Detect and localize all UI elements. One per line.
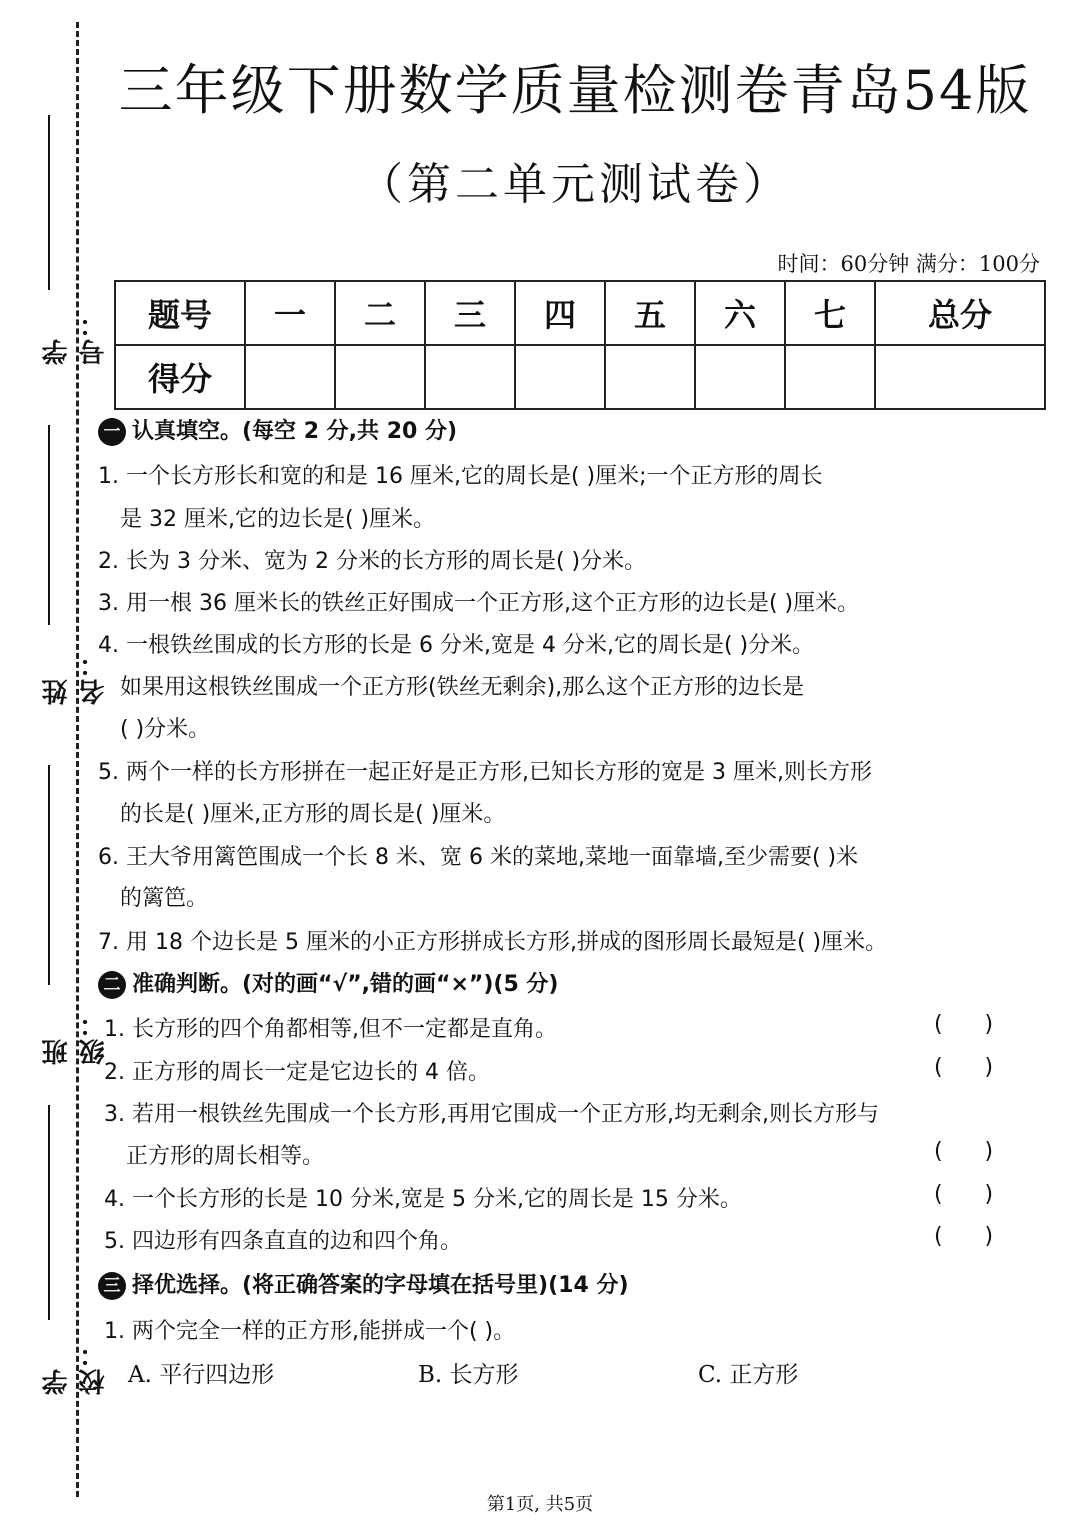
school-field[interactable] <box>20 1105 109 1395</box>
question-line: 3. 用一根 36 厘米长的铁丝正好围成一个正方形,这个正方形的边长是( )厘米。 <box>98 591 860 616</box>
question-line: 2. 长为 3 分米、宽为 2 分米的长方形的周长是( )分米。 <box>98 549 647 574</box>
school-label: 学校： <box>42 1339 109 1395</box>
question-line: 5. 两个一样的长方形拼在一起正好是正方形,已知长方形的宽是 3 厘米,则长方形 <box>98 760 872 785</box>
question-line: 7. 用 18 个边长是 5 厘米的小正方形拼成长方形,拼成的图形周长最短是( )厘米。 <box>98 930 888 955</box>
score-header-cell: 七 <box>785 281 875 345</box>
page-subtitle: （第二单元测试卷） <box>359 159 791 210</box>
choice-question: 1. 两个完全一样的正方形,能拼成一个( )。 <box>104 1319 516 1344</box>
section-3-heading <box>98 1268 629 1300</box>
section-3-title: 择优选择。(将正确答案的字母填在括号里)(14 分) <box>132 1273 629 1298</box>
judge-line: 2. 正方形的周长一定是它边长的 4 倍。 <box>104 1060 490 1085</box>
score-cell[interactable] <box>605 345 695 409</box>
score-header-cell: 题号 <box>115 281 245 345</box>
question-line: 6. 王大爷用篱笆围成一个长 8 米、宽 6 米的菜地,菜地一面靠墙,至少需要( )米 <box>98 845 859 870</box>
name-label: 姓名： <box>42 649 109 705</box>
page-title: 三年级下册数学质量检测卷青岛54版 <box>118 59 1032 122</box>
name-field[interactable] <box>20 425 109 705</box>
student-no-field[interactable] <box>20 115 109 365</box>
answer-parens[interactable]: ( ) <box>934 1055 994 1080</box>
student-no-label: 学号： <box>42 309 109 365</box>
score-cell[interactable] <box>515 345 605 409</box>
score-cell[interactable] <box>335 345 425 409</box>
section-3-badge: 三 <box>98 1272 126 1300</box>
score-cell[interactable] <box>785 345 875 409</box>
score-header-cell: 四 <box>515 281 605 345</box>
score-header-cell: 五 <box>605 281 695 345</box>
score-cell[interactable] <box>425 345 515 409</box>
judge-line: 正方形的周长相等。 <box>126 1144 325 1169</box>
score-header-cell: 一 <box>245 281 335 345</box>
judge-line: 4. 一个长方形的长是 10 分米,宽是 5 分米,它的周长是 15 分米。 <box>104 1187 742 1212</box>
time-score-info: 时间：60分钟 满分：100分 <box>777 252 1040 276</box>
section-1-badge: 一 <box>98 418 126 446</box>
score-header-cell: 三 <box>425 281 515 345</box>
question-line: 的篱笆。 <box>120 886 209 911</box>
score-table-header-row <box>115 281 1045 345</box>
question-line: 1. 一个长方形长和宽的和是 16 厘米,它的周长是( )厘米;一个正方形的周长 <box>98 464 823 489</box>
class-label: 班级： <box>42 1009 109 1065</box>
question-line: 的长是( )厘米,正方形的周长是( )厘米。 <box>120 802 506 827</box>
question-line: 4. 一根铁丝围成的长方形的长是 6 分米,宽是 4 分米,它的周长是( )分米。 <box>98 633 815 658</box>
score-table-score-row <box>115 345 1045 409</box>
class-field[interactable] <box>20 765 109 1065</box>
judge-line: 5. 四边形有四条直直的边和四个角。 <box>104 1229 462 1254</box>
score-header-cell: 二 <box>335 281 425 345</box>
question-line: 是 32 厘米,它的边长是( )厘米。 <box>120 507 436 532</box>
section-2-badge: 二 <box>98 971 126 999</box>
score-table <box>114 280 1046 410</box>
score-cell[interactable] <box>695 345 785 409</box>
section-2-heading <box>98 967 559 999</box>
answer-parens[interactable]: ( ) <box>934 1182 994 1207</box>
answer-parens[interactable]: ( ) <box>934 1224 994 1249</box>
score-header-cell: 六 <box>695 281 785 345</box>
section-2-title: 准确判断。(对的画“√”,错的画“×”)(5 分) <box>132 972 559 997</box>
student-no-blank[interactable] <box>48 115 50 290</box>
name-blank[interactable] <box>48 425 50 625</box>
section-1-heading <box>98 414 457 446</box>
question-line: ( )分米。 <box>120 717 211 742</box>
score-row-label: 得分 <box>115 345 245 409</box>
score-cell[interactable] <box>875 345 1045 409</box>
answer-parens[interactable]: ( ) <box>934 1012 994 1037</box>
section-1-title: 认真填空。(每空 2 分,共 20 分) <box>132 419 458 444</box>
judge-line: 3. 若用一根铁丝先围成一个长方形,再用它围成一个正方形,均无剩余,则长方形与 <box>104 1102 879 1127</box>
question-line: 如果用这根铁丝围成一个正方形(铁丝无剩余),那么这个正方形的边长是 <box>120 675 805 700</box>
answer-parens[interactable]: ( ) <box>934 1139 994 1164</box>
class-blank[interactable] <box>48 765 50 985</box>
choice-option-b[interactable]: B. 长方形 <box>418 1362 519 1388</box>
page-number: 第1页, 共5页 <box>486 1494 594 1515</box>
school-blank[interactable] <box>48 1105 50 1320</box>
judge-line: 1. 长方形的四个角都相等,但不一定都是直角。 <box>104 1017 557 1042</box>
choice-option-c[interactable]: C. 正方形 <box>698 1362 799 1388</box>
score-header-cell: 总分 <box>875 281 1045 345</box>
choice-option-a[interactable]: A. 平行四边形 <box>128 1362 275 1388</box>
score-cell[interactable] <box>245 345 335 409</box>
